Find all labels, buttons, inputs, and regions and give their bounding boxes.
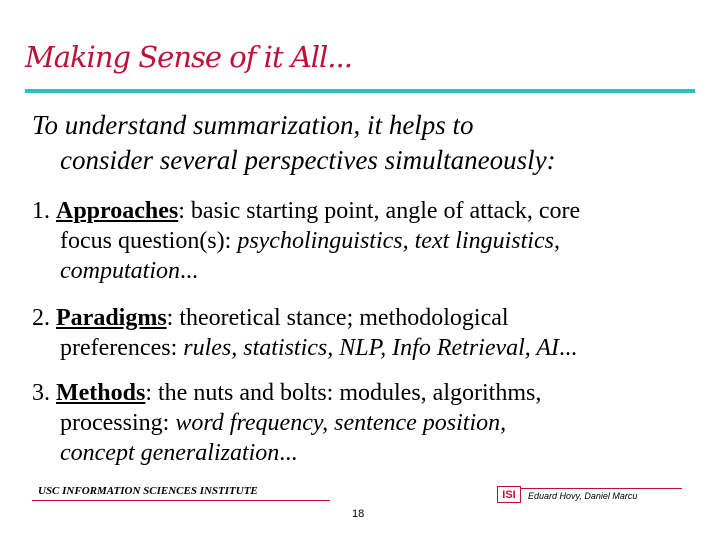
list-item-approaches	[32, 196, 702, 286]
item-line3-italic: computation	[60, 258, 180, 284]
item-term: Methods	[56, 380, 146, 406]
item-number: 3.	[32, 380, 56, 406]
item-line2-italic: word frequency, sentence position,	[175, 410, 507, 436]
footer-divider-left	[32, 500, 330, 501]
item-line1: : the nuts and bolts: modules, algorithms,	[145, 380, 542, 406]
page-number: 18	[352, 508, 365, 520]
item-term: Paradigms	[56, 305, 167, 331]
item-line2-plain: focus question(s):	[60, 228, 238, 254]
item-line2-end: ...	[559, 335, 578, 361]
list-item-paradigms	[32, 303, 702, 363]
intro-line-1: To understand summarization, it helps to	[32, 110, 474, 140]
item-line2-plain: processing:	[60, 410, 176, 436]
title-underline	[25, 89, 695, 93]
slide-title: Making Sense of it All...	[25, 40, 352, 74]
item-number: 2.	[32, 305, 56, 331]
isi-logo-icon: ISI	[497, 486, 521, 503]
item-line3-end: ...	[180, 258, 198, 284]
item-line2-italic: rules, statistics, NLP, Info Retrieval, AI	[183, 335, 560, 361]
item-line2-italic: psycholinguistics, text linguistics,	[237, 228, 560, 254]
item-line1: : theoretical stance; methodological	[166, 305, 509, 331]
item-term: Approaches	[56, 198, 179, 224]
footer-authors: Eduard Hovy, Daniel Marcu	[528, 491, 638, 501]
intro-text	[32, 108, 702, 178]
footer-divider-right	[520, 488, 682, 489]
item-line2-plain: preferences:	[60, 335, 184, 361]
footer-institute: USC INFORMATION SCIENCES INSTITUTE	[38, 485, 258, 497]
item-number: 1.	[32, 198, 56, 224]
intro-line-2: consider several perspectives simultaneously:	[60, 145, 556, 175]
item-line3-end: ...	[279, 440, 298, 466]
item-line3-italic: concept generalization	[60, 440, 280, 466]
list-item-methods	[32, 378, 702, 468]
item-line1: : basic starting point, angle of attack, core	[178, 198, 581, 224]
